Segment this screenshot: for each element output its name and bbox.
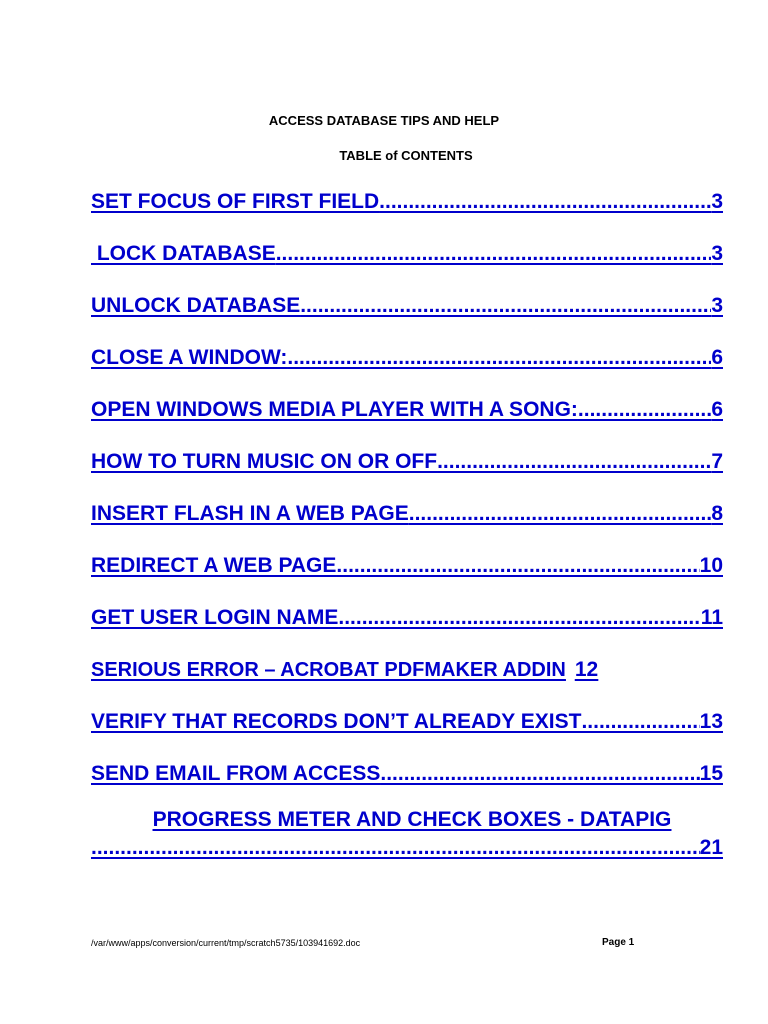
toc-leader-dots bbox=[338, 606, 700, 630]
toc-page-number: 6 bbox=[711, 398, 723, 421]
toc-page-number: 6 bbox=[711, 346, 723, 369]
toc-page-number: 10 bbox=[699, 554, 723, 577]
toc-page-number: 3 bbox=[711, 242, 723, 265]
toc-link-redirect-page[interactable] bbox=[91, 554, 723, 606]
toc-leader-dots bbox=[581, 710, 699, 734]
toc-link-label: OPEN WINDOWS MEDIA PLAYER WITH A SONG: bbox=[91, 398, 578, 421]
toc-link-close-window[interactable] bbox=[91, 346, 723, 398]
table-of-contents bbox=[91, 190, 723, 862]
toc-link-set-focus[interactable] bbox=[91, 190, 723, 242]
toc-link-verify-records[interactable] bbox=[91, 710, 723, 762]
toc-link-label: VERIFY THAT RECORDS DON’T ALREADY EXIST bbox=[91, 710, 582, 733]
toc-page-number: 11 bbox=[700, 606, 723, 629]
toc-leader-dots bbox=[578, 398, 711, 422]
toc-page-number: 7 bbox=[711, 450, 723, 473]
toc-page-number: 12 bbox=[574, 658, 599, 681]
toc-link-unlock-database[interactable] bbox=[91, 294, 723, 346]
toc-link-media-player[interactable] bbox=[91, 398, 723, 450]
toc-link-label: HOW TO TURN MUSIC ON OR OFF bbox=[91, 450, 438, 473]
toc-page-number: 3 bbox=[711, 294, 723, 317]
document-title: ACCESS DATABASE TIPS AND HELP bbox=[268, 113, 500, 128]
toc-leader-dots bbox=[380, 762, 699, 786]
footer-file-path: /var/www/apps/conversion/current/tmp/scratch5735/103941692.doc bbox=[91, 938, 361, 948]
toc-leader-dots bbox=[379, 190, 711, 214]
toc-page-number: 15 bbox=[699, 762, 723, 785]
footer-page-number: Page 1 bbox=[602, 937, 635, 948]
toc-link-label: INSERT FLASH IN A WEB PAGE bbox=[91, 502, 409, 525]
toc-link-label: REDIRECT A WEB PAGE bbox=[91, 554, 337, 577]
toc-entry-second-line bbox=[91, 834, 723, 862]
toc-link-label: GET USER LOGIN NAME bbox=[91, 606, 339, 629]
toc-link-label: SEND EMAIL FROM ACCESS bbox=[91, 762, 381, 785]
toc-page-number: 13 bbox=[699, 710, 723, 733]
toc-link-label: LOCK DATABASE bbox=[91, 242, 276, 265]
toc-heading: TABLE of CONTENTS bbox=[339, 148, 473, 163]
toc-link-pdfmaker-error[interactable] bbox=[91, 658, 723, 710]
toc-link-label: UNLOCK DATABASE bbox=[91, 294, 301, 317]
toc-page-number: 3 bbox=[711, 190, 723, 213]
toc-page-number: 8 bbox=[711, 502, 723, 525]
toc-link-label: SERIOUS ERROR – ACROBAT PDFMAKER ADDIN bbox=[91, 659, 566, 681]
toc-link-lock-database[interactable] bbox=[91, 242, 723, 294]
toc-leader-dots bbox=[437, 450, 711, 474]
toc-link-label: CLOSE A WINDOW: bbox=[91, 346, 288, 369]
toc-leader-dots bbox=[336, 554, 699, 578]
toc-link-progress-meter[interactable] bbox=[91, 806, 723, 862]
toc-link-insert-flash[interactable] bbox=[91, 502, 723, 554]
toc-link-music-toggle[interactable] bbox=[91, 450, 723, 502]
toc-leader-dots bbox=[276, 242, 712, 266]
toc-leader-dots bbox=[287, 346, 711, 370]
toc-link-label: SET FOCUS OF FIRST FIELD bbox=[91, 190, 380, 213]
toc-page-number: 21 bbox=[699, 836, 723, 859]
toc-link-label: PROGRESS METER AND CHECK BOXES - DATAPIG bbox=[152, 808, 672, 831]
toc-leader-dots bbox=[409, 502, 712, 526]
toc-link-user-login[interactable] bbox=[91, 606, 723, 658]
toc-leader-dots bbox=[300, 294, 711, 318]
toc-leader-dots bbox=[91, 834, 700, 862]
